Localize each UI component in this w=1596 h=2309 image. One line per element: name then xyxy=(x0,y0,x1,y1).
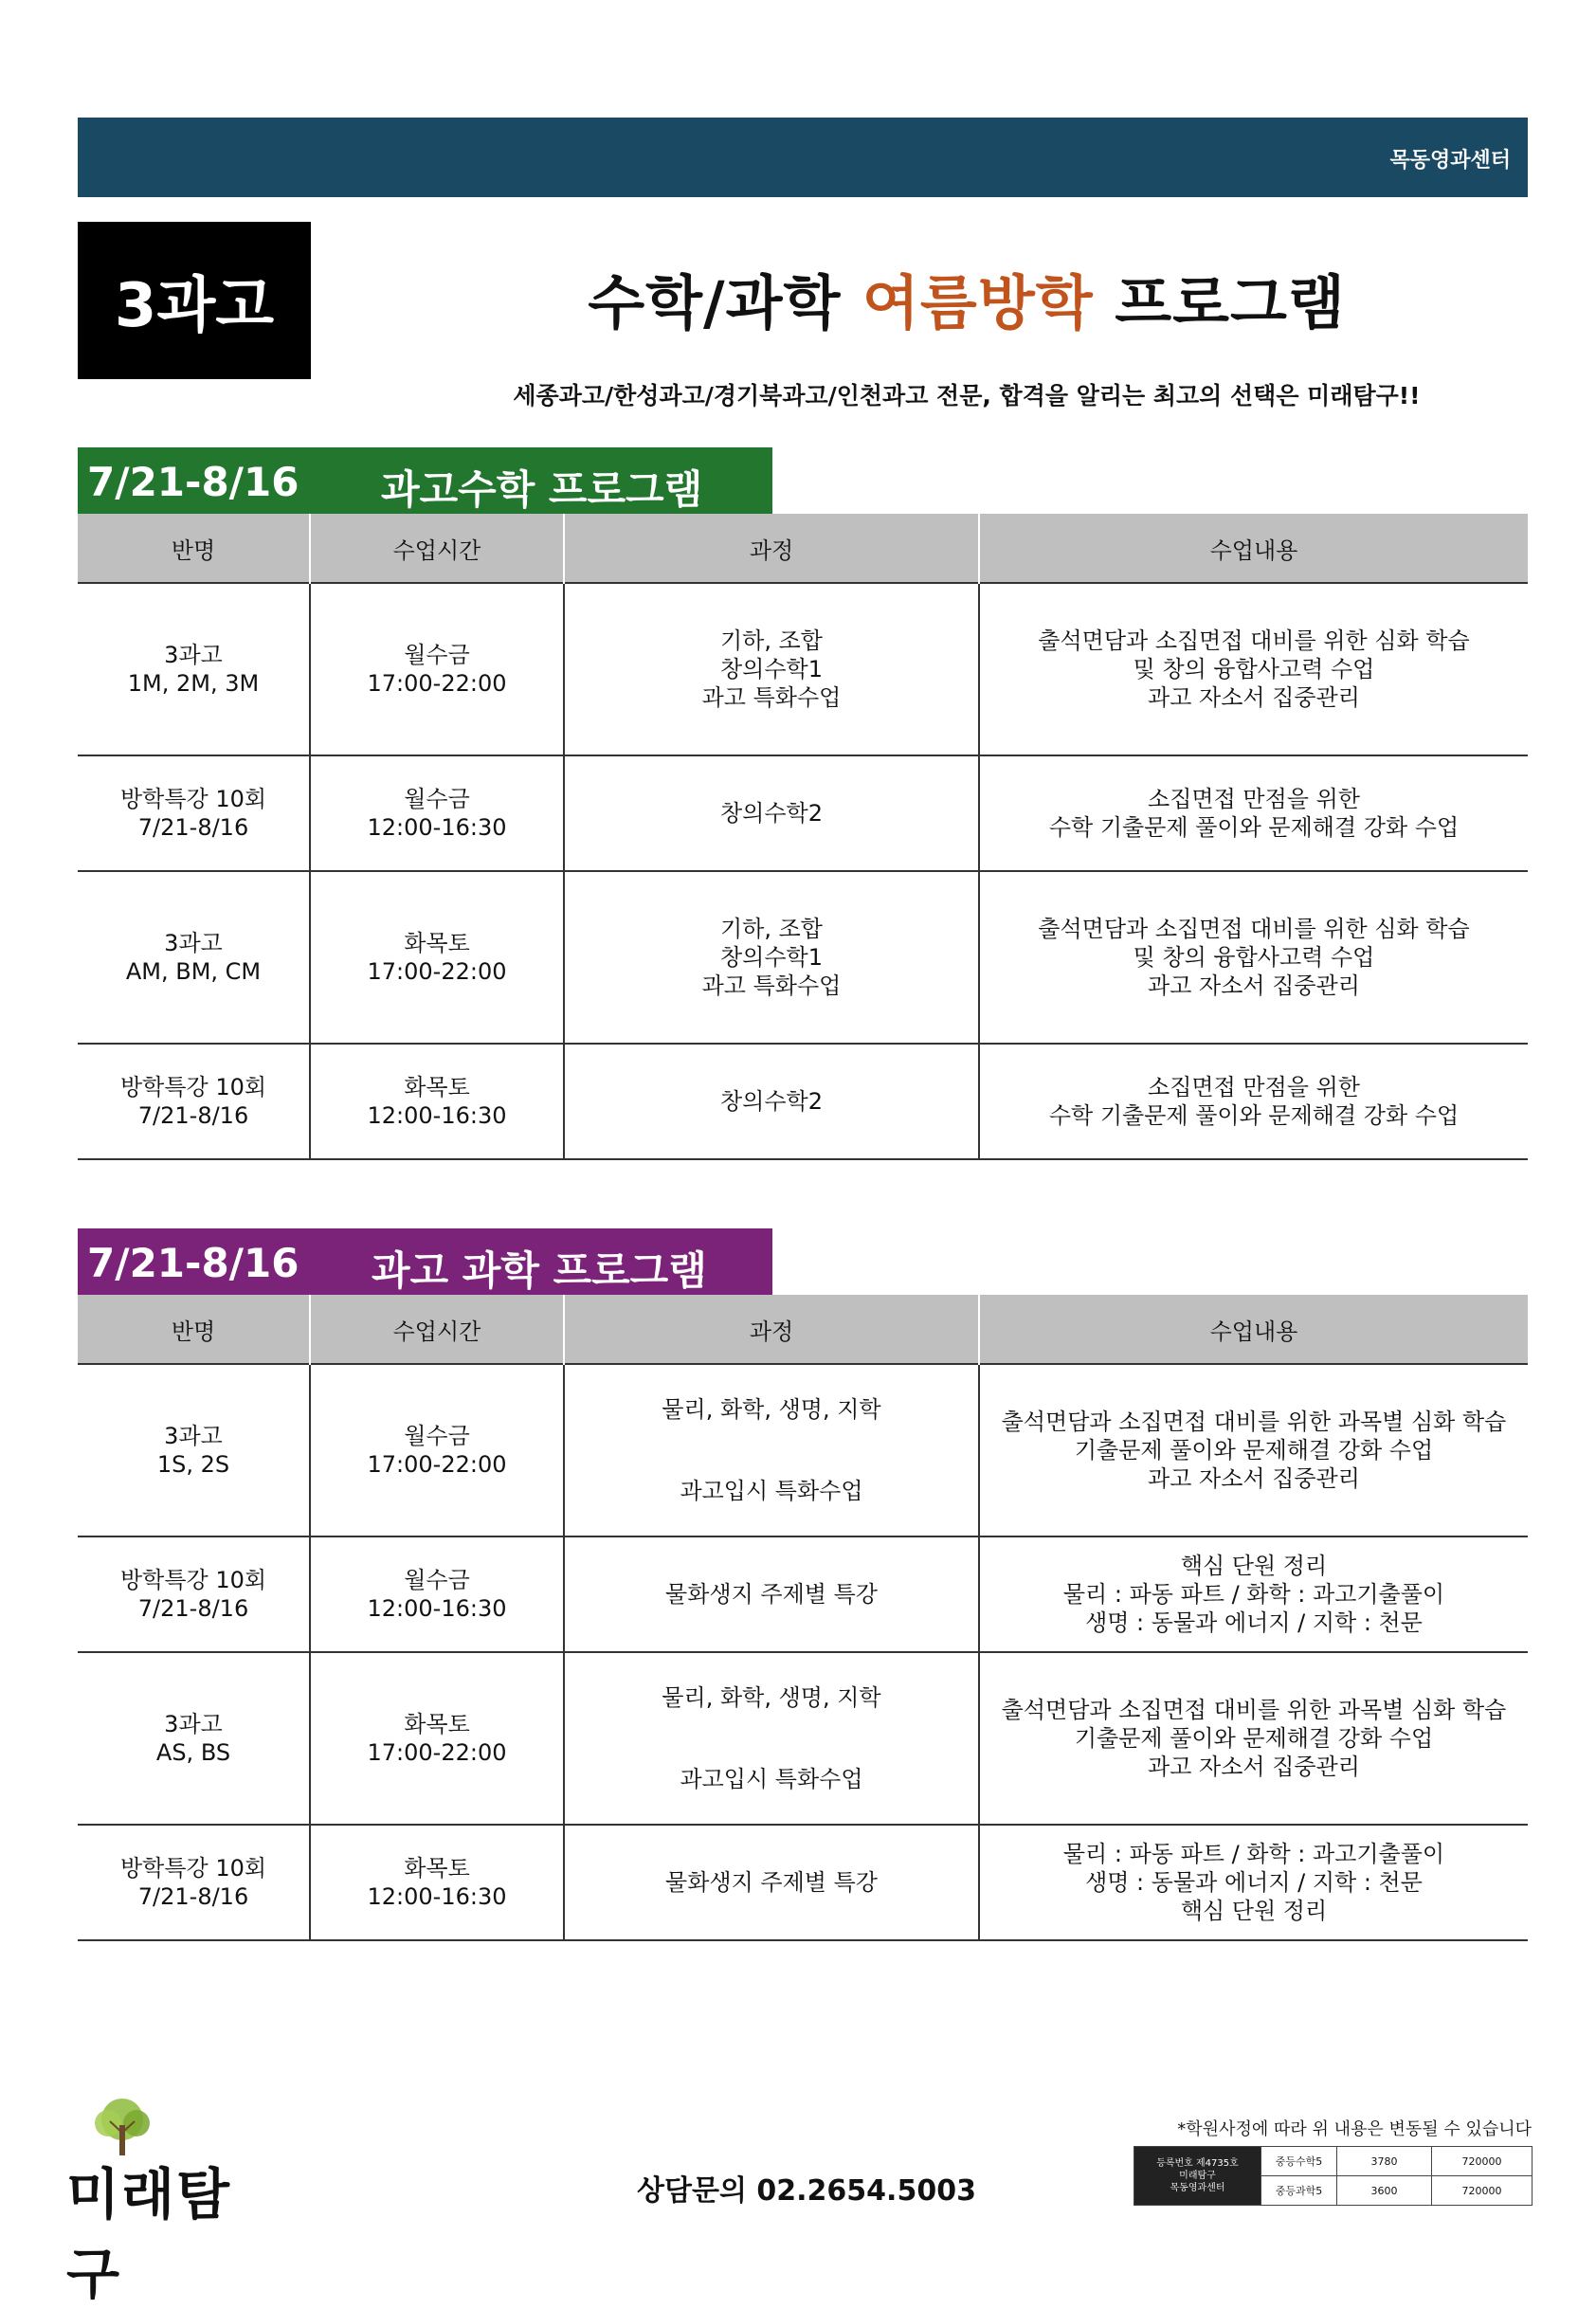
registration-hours: 3780 xyxy=(1337,2147,1432,2176)
content-line: 소집면접 만점을 위한 xyxy=(1148,786,1360,812)
class-cell xyxy=(78,1825,310,1940)
course-cell xyxy=(564,1825,979,1940)
column-header-course: 과정 xyxy=(564,1295,979,1364)
time-cell xyxy=(310,1044,564,1159)
content-line: 핵심 단원 정리 xyxy=(1180,1898,1328,1924)
course-cell xyxy=(564,583,979,755)
content-line: 물리 : 파동 파트 / 화학 : 과고기출풀이 xyxy=(1062,1841,1445,1867)
class-hours: 12:00-16:30 xyxy=(367,1595,507,1622)
class-name: 3과고 xyxy=(164,642,223,668)
content-cell xyxy=(979,1536,1528,1652)
page-subtitle: 세종과고/한성과고/경기북과고/인천과고 전문, 합격을 알리는 최고의 선택은 미래탐구!! xyxy=(513,382,1421,409)
top-banner xyxy=(78,118,1528,197)
content-cell xyxy=(979,583,1528,755)
class-name: 1M, 2M, 3M xyxy=(127,670,260,697)
course-cell xyxy=(564,1536,979,1652)
content-line: 물리 : 파동 파트 / 화학 : 과고기출풀이 xyxy=(1062,1581,1445,1608)
content-line: 출석면담과 소집면접 대비를 위한 과목별 심화 학습 xyxy=(1001,1697,1507,1723)
science-section-header xyxy=(78,1228,772,1295)
registration-number: 등록번호 제4735호 xyxy=(1156,2158,1239,2169)
class-period: 7/21-8/16 xyxy=(137,1102,249,1129)
time-cell xyxy=(310,1536,564,1652)
class-days: 화목토 xyxy=(404,930,470,956)
registration-center: 목동영과센터 xyxy=(1170,2183,1225,2193)
class-hours: 17:00-22:00 xyxy=(367,958,507,985)
class-hours: 17:00-22:00 xyxy=(367,1451,507,1478)
course-cell xyxy=(564,1044,979,1159)
course-cell xyxy=(564,1652,979,1825)
class-period: 7/21-8/16 xyxy=(137,814,249,841)
class-name: 방학특강 10회 xyxy=(119,786,267,812)
course-item: 기하, 조합 xyxy=(720,916,823,942)
course-cell xyxy=(564,871,979,1044)
content-line: 생명 : 동물과 에너지 / 지학 : 천문 xyxy=(1085,1869,1423,1896)
contact-info: 상담문의 02.2654.5003 xyxy=(637,2174,976,2208)
course-item: 물리, 화학, 생명, 지학 xyxy=(662,1684,881,1711)
science-section-title: 과고 과학 프로그램 xyxy=(372,1247,707,1294)
math-section-title: 과고수학 프로그램 xyxy=(381,466,703,513)
table-row xyxy=(78,583,1528,755)
class-days: 화목토 xyxy=(404,1074,470,1100)
class-days: 화목토 xyxy=(404,1855,470,1882)
table-header-row xyxy=(78,1295,1528,1364)
title-part2: 프로그램 xyxy=(1093,268,1346,337)
page-title xyxy=(379,256,1554,340)
content-line: 소집면접 만점을 위한 xyxy=(1148,1074,1360,1100)
content-line: 과고 자소서 집중관리 xyxy=(1148,684,1360,711)
content-line: 기출문제 풀이와 문제해결 강화 수업 xyxy=(1074,1437,1434,1464)
content-cell xyxy=(979,1364,1528,1536)
content-line: 과고 자소서 집중관리 xyxy=(1148,973,1360,999)
class-cell xyxy=(78,1044,310,1159)
class-name: 3과고 xyxy=(164,1711,223,1737)
time-cell xyxy=(310,1364,564,1536)
content-line: 출석면담과 소집면접 대비를 위한 심화 학습 xyxy=(1038,916,1470,942)
content-line: 수학 기출문제 풀이와 문제해결 강화 수업 xyxy=(1048,814,1460,841)
time-cell xyxy=(310,1652,564,1825)
course-item: 물리, 화학, 생명, 지학 xyxy=(662,1396,881,1423)
content-line: 및 창의 융합사고력 수업 xyxy=(1133,944,1375,971)
registration-brand: 미래탐구 xyxy=(1179,2171,1216,2181)
science-program-table xyxy=(78,1295,1528,1941)
column-header-course: 과정 xyxy=(564,514,979,583)
class-name: 3과고 xyxy=(164,930,223,956)
title-part1: 수학/과학 xyxy=(588,268,863,337)
course-cell xyxy=(564,755,979,871)
class-days: 화목토 xyxy=(404,1711,470,1737)
content-line: 핵심 단원 정리 xyxy=(1180,1553,1328,1579)
course-item: 과고 특화수업 xyxy=(701,973,842,999)
math-program-table xyxy=(78,514,1528,1160)
column-header-content: 수업내용 xyxy=(979,1295,1528,1364)
column-header-class: 반명 xyxy=(78,514,310,583)
content-line: 과고 자소서 집중관리 xyxy=(1148,1465,1360,1492)
class-cell xyxy=(78,1364,310,1536)
class-days: 월수금 xyxy=(404,786,470,812)
column-header-time: 수업시간 xyxy=(310,1295,564,1364)
class-name: 방학특강 10회 xyxy=(119,1855,267,1882)
time-cell xyxy=(310,583,564,755)
course-item: 창의수학1 xyxy=(719,944,823,971)
content-cell xyxy=(979,755,1528,871)
content-line: 생명 : 동물과 에너지 / 지학 : 천문 xyxy=(1085,1609,1423,1636)
time-cell xyxy=(310,871,564,1044)
brand-name: 미래탐구 xyxy=(66,2162,232,2306)
course-cell xyxy=(564,1364,979,1536)
course-item: 창의수학2 xyxy=(719,800,823,827)
content-cell xyxy=(979,871,1528,1044)
class-name: 3과고 xyxy=(164,1423,223,1449)
class-hours: 17:00-22:00 xyxy=(367,670,507,697)
table-row xyxy=(78,871,1528,1044)
class-period: 7/21-8/16 xyxy=(137,1595,249,1622)
content-line: 출석면담과 소집면접 대비를 위한 심화 학습 xyxy=(1038,627,1470,654)
class-period: 7/21-8/16 xyxy=(137,1883,249,1910)
column-header-class: 반명 xyxy=(78,1295,310,1364)
class-hours: 17:00-22:00 xyxy=(367,1739,507,1766)
title-highlight: 여름방학 xyxy=(862,268,1094,337)
table-row xyxy=(78,755,1528,871)
school-badge: 3과고 xyxy=(78,222,311,379)
class-hours: 12:00-16:30 xyxy=(367,814,507,841)
table-row xyxy=(1134,2147,1533,2176)
time-cell xyxy=(310,1825,564,1940)
science-section-date: 7/21-8/16 xyxy=(87,1240,299,1286)
registration-hours: 3600 xyxy=(1337,2176,1432,2206)
class-hours: 12:00-16:30 xyxy=(367,1883,507,1910)
table-row xyxy=(78,1825,1528,1940)
class-cell xyxy=(78,583,310,755)
class-name: 방학특강 10회 xyxy=(119,1567,267,1593)
course-item: 과고입시 특화수업 xyxy=(680,1478,863,1504)
course-item: 창의수학2 xyxy=(719,1088,823,1115)
time-cell xyxy=(310,755,564,871)
center-name: 목동영과센터 xyxy=(1389,149,1511,173)
class-days: 월수금 xyxy=(404,1567,470,1593)
class-hours: 12:00-16:30 xyxy=(367,1102,507,1129)
registration-label xyxy=(1134,2147,1261,2206)
table-row xyxy=(78,1364,1528,1536)
content-cell xyxy=(979,1652,1528,1825)
table-header-row xyxy=(78,514,1528,583)
content-cell xyxy=(979,1044,1528,1159)
registration-table xyxy=(1134,2146,1533,2206)
course-item: 물화생지 주제별 특강 xyxy=(665,1581,878,1608)
class-cell xyxy=(78,1536,310,1652)
course-item: 창의수학1 xyxy=(719,656,823,682)
class-cell xyxy=(78,871,310,1044)
course-item: 기하, 조합 xyxy=(720,627,823,654)
class-cell xyxy=(78,755,310,871)
table-row xyxy=(78,1044,1528,1159)
column-header-content: 수업내용 xyxy=(979,514,1528,583)
registration-course: 중등수학5 xyxy=(1261,2147,1337,2176)
registration-course: 중등과학5 xyxy=(1261,2176,1337,2206)
content-line: 수학 기출문제 풀이와 문제해결 강화 수업 xyxy=(1048,1102,1460,1129)
registration-fee: 720000 xyxy=(1432,2147,1533,2176)
table-row xyxy=(78,1536,1528,1652)
class-name: 1S, 2S xyxy=(156,1451,230,1478)
content-line: 및 창의 융합사고력 수업 xyxy=(1133,656,1375,682)
class-cell xyxy=(78,1652,310,1825)
content-line: 출석면담과 소집면접 대비를 위한 과목별 심화 학습 xyxy=(1001,1409,1507,1435)
class-name: AS, BS xyxy=(155,1739,231,1766)
disclaimer-note: *학원사정에 따라 위 내용은 변동될 수 있습니다 xyxy=(1177,2119,1532,2139)
course-item: 과고 특화수업 xyxy=(701,684,842,711)
class-days: 월수금 xyxy=(404,1423,470,1449)
registration-fee: 720000 xyxy=(1432,2176,1533,2206)
tree-icon xyxy=(80,2097,165,2157)
column-header-time: 수업시간 xyxy=(310,514,564,583)
content-cell xyxy=(979,1825,1528,1940)
content-line: 기출문제 풀이와 문제해결 강화 수업 xyxy=(1074,1725,1434,1752)
course-item: 과고입시 특화수업 xyxy=(680,1766,863,1792)
class-name: 방학특강 10회 xyxy=(119,1074,267,1100)
math-section-date: 7/21-8/16 xyxy=(87,459,299,505)
class-days: 월수금 xyxy=(404,642,470,668)
math-section-header xyxy=(78,447,772,514)
content-line: 과고 자소서 집중관리 xyxy=(1148,1754,1360,1780)
class-name: AM, BM, CM xyxy=(125,958,262,985)
table-row xyxy=(78,1652,1528,1825)
course-item: 물화생지 주제별 특강 xyxy=(665,1869,878,1896)
